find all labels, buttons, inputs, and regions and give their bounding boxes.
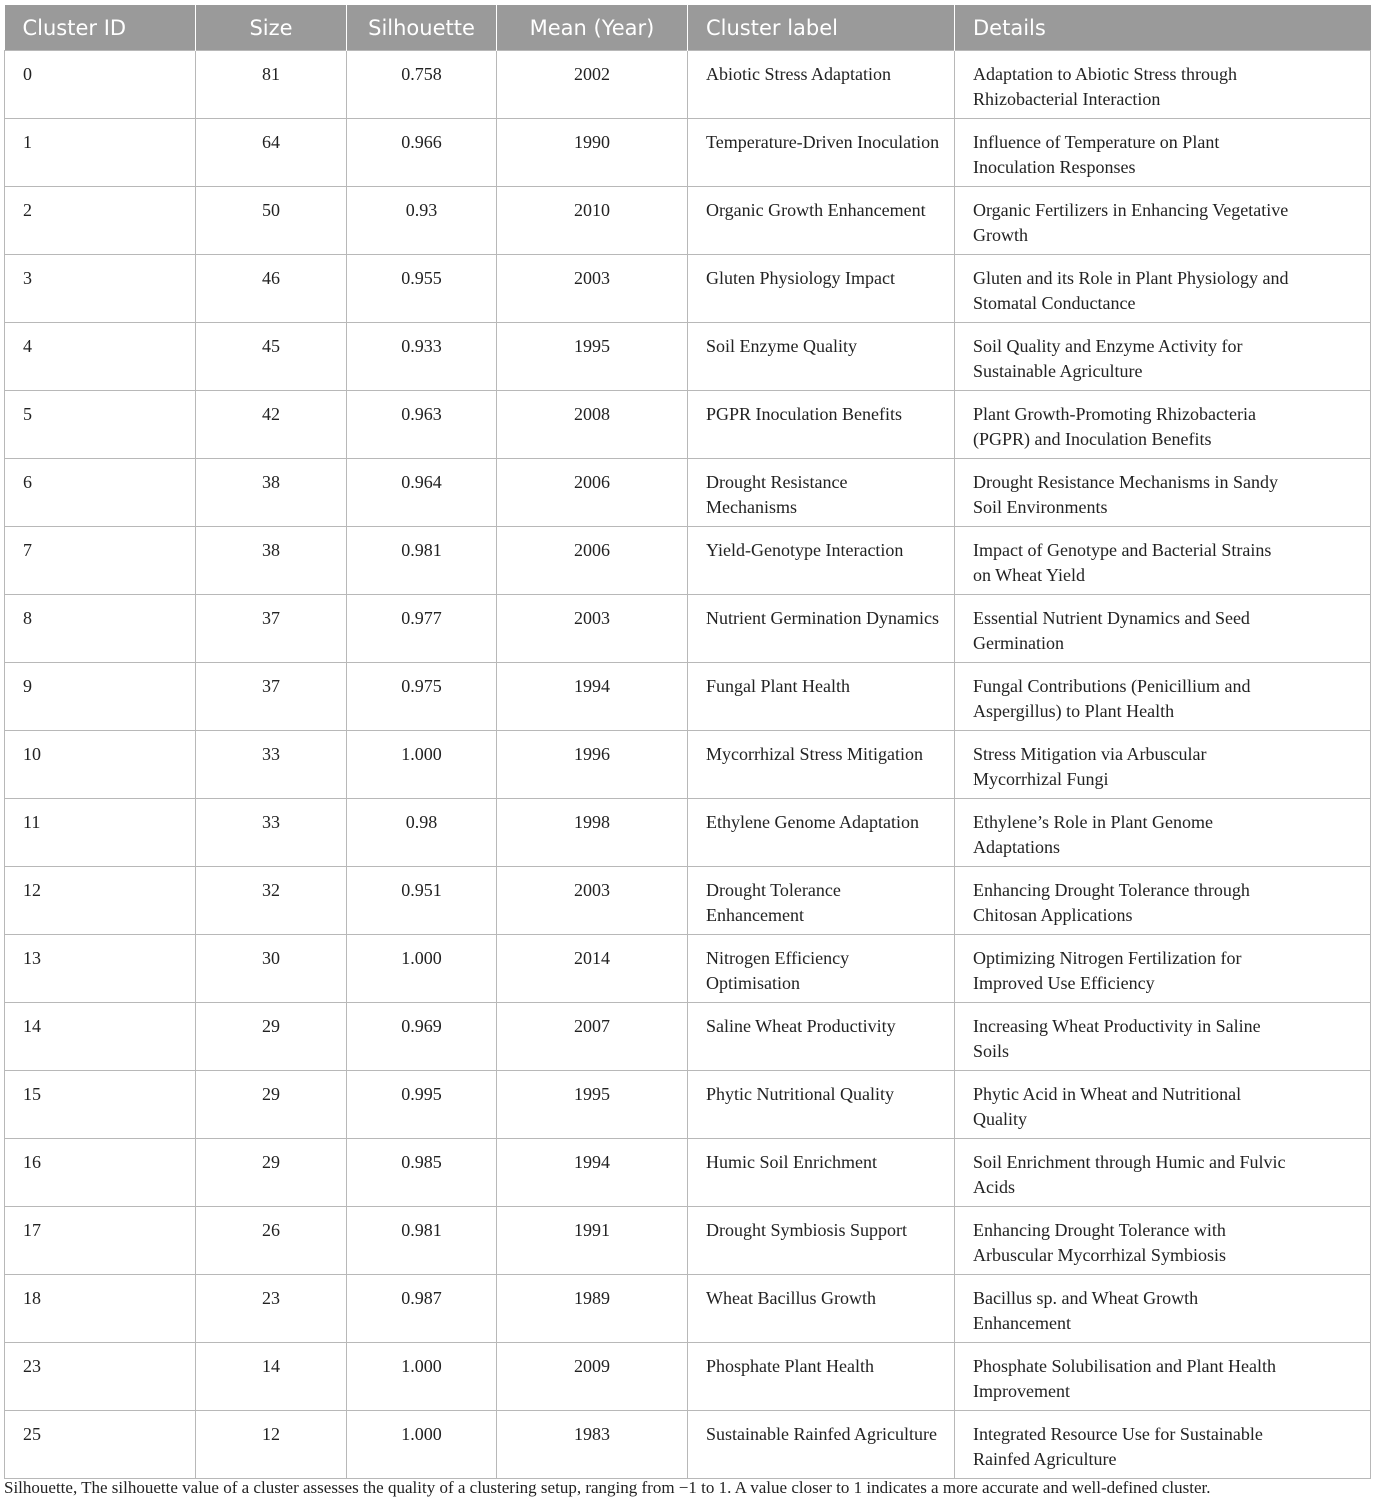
cell-silhouette: 1.000 (347, 935, 497, 1003)
cell-cluster-id: 13 (5, 935, 196, 1003)
cell-details: Adaptation to Abiotic Stress through Rhizobacterial Interaction (955, 51, 1371, 119)
cell-mean-year: 2003 (497, 255, 688, 323)
cell-cluster-id: 12 (5, 867, 196, 935)
table-row (5, 663, 1371, 731)
cell-size: 37 (196, 663, 347, 731)
cell-details: Plant Growth-Promoting Rhizobacteria (PGPR) and Inoculation Benefits (955, 391, 1371, 459)
cell-silhouette: 0.985 (347, 1139, 497, 1207)
cell-cluster-id: 23 (5, 1343, 196, 1411)
cell-cluster-id: 9 (5, 663, 196, 731)
cell-silhouette: 0.969 (347, 1003, 497, 1071)
cell-mean-year: 1989 (497, 1275, 688, 1343)
table-row (5, 1275, 1371, 1343)
cell-cluster-label: Temperature-Driven Inoculation (688, 119, 955, 187)
cell-size: 81 (196, 51, 347, 119)
table-row (5, 595, 1371, 663)
cell-size: 46 (196, 255, 347, 323)
table-row (5, 867, 1371, 935)
cell-details: Soil Enrichment through Humic and Fulvic Acids (955, 1139, 1371, 1207)
cell-size: 32 (196, 867, 347, 935)
cell-cluster-label: Nitrogen Efficiency Optimisation (688, 935, 955, 1003)
table-row (5, 1139, 1371, 1207)
table-row (5, 391, 1371, 459)
cell-cluster-label: Phosphate Plant Health (688, 1343, 955, 1411)
cell-silhouette: 0.963 (347, 391, 497, 459)
cluster-table-container (4, 5, 1370, 1479)
cell-cluster-id: 16 (5, 1139, 196, 1207)
cell-mean-year: 2006 (497, 459, 688, 527)
cell-mean-year: 2002 (497, 51, 688, 119)
cell-size: 38 (196, 459, 347, 527)
cell-details: Phytic Acid in Wheat and Nutritional Quality (955, 1071, 1371, 1139)
table-row (5, 323, 1371, 391)
cell-cluster-id: 11 (5, 799, 196, 867)
cell-size: 33 (196, 731, 347, 799)
cell-size: 26 (196, 1207, 347, 1275)
cell-mean-year: 2003 (497, 595, 688, 663)
cell-cluster-id: 14 (5, 1003, 196, 1071)
table-header (5, 5, 1371, 51)
cell-silhouette: 0.981 (347, 527, 497, 595)
table-row (5, 1411, 1371, 1479)
cell-cluster-label: Sustainable Rainfed Agriculture (688, 1411, 955, 1479)
cell-silhouette: 0.987 (347, 1275, 497, 1343)
cell-silhouette: 0.933 (347, 323, 497, 391)
cell-size: 38 (196, 527, 347, 595)
cell-details: Fungal Contributions (Penicillium and Aspergillus) to Plant Health (955, 663, 1371, 731)
cell-silhouette: 1.000 (347, 1411, 497, 1479)
cell-cluster-label: Drought Tolerance Enhancement (688, 867, 955, 935)
cell-mean-year: 2006 (497, 527, 688, 595)
cell-cluster-id: 18 (5, 1275, 196, 1343)
table-row (5, 731, 1371, 799)
cell-details: Bacillus sp. and Wheat Growth Enhancement (955, 1275, 1371, 1343)
cell-size: 42 (196, 391, 347, 459)
cell-mean-year: 2007 (497, 1003, 688, 1071)
table-row (5, 187, 1371, 255)
cell-silhouette: 0.758 (347, 51, 497, 119)
cell-mean-year: 1996 (497, 731, 688, 799)
table-row (5, 1071, 1371, 1139)
cell-size: 12 (196, 1411, 347, 1479)
cell-size: 23 (196, 1275, 347, 1343)
cell-silhouette: 0.964 (347, 459, 497, 527)
table-row (5, 935, 1371, 1003)
cell-size: 29 (196, 1003, 347, 1071)
cell-cluster-id: 8 (5, 595, 196, 663)
cell-silhouette: 0.98 (347, 799, 497, 867)
cell-size: 50 (196, 187, 347, 255)
cell-mean-year: 1994 (497, 663, 688, 731)
cell-silhouette: 0.977 (347, 595, 497, 663)
header-silhouette: Silhouette (347, 5, 497, 51)
cell-details: Essential Nutrient Dynamics and Seed Germination (955, 595, 1371, 663)
cell-mean-year: 1995 (497, 323, 688, 391)
cell-cluster-id: 25 (5, 1411, 196, 1479)
cell-cluster-label: Gluten Physiology Impact (688, 255, 955, 323)
table-row (5, 255, 1371, 323)
cell-cluster-id: 6 (5, 459, 196, 527)
table-row (5, 51, 1371, 119)
cell-cluster-id: 15 (5, 1071, 196, 1139)
cell-cluster-label: Mycorrhizal Stress Mitigation (688, 731, 955, 799)
cell-cluster-id: 3 (5, 255, 196, 323)
cell-mean-year: 1998 (497, 799, 688, 867)
cell-details: Organic Fertilizers in Enhancing Vegetative Growth (955, 187, 1371, 255)
header-mean-year: Mean (Year) (497, 5, 688, 51)
header-cluster-id: Cluster ID (5, 5, 196, 51)
cell-cluster-label: PGPR Inoculation Benefits (688, 391, 955, 459)
cell-cluster-label: Fungal Plant Health (688, 663, 955, 731)
cell-size: 45 (196, 323, 347, 391)
cell-details: Soil Quality and Enzyme Activity for Sustainable Agriculture (955, 323, 1371, 391)
table-footnote: Silhouette, The silhouette value of a cluster assesses the quality of a clustering setup, ranging from −1 to 1. A value closer to 1 indicates a more accurate and well-defined cluster. (4, 1478, 1211, 1497)
cell-size: 29 (196, 1071, 347, 1139)
cell-mean-year: 1994 (497, 1139, 688, 1207)
cell-cluster-label: Yield-Genotype Interaction (688, 527, 955, 595)
cell-cluster-id: 1 (5, 119, 196, 187)
cell-silhouette: 1.000 (347, 1343, 497, 1411)
cell-mean-year: 1983 (497, 1411, 688, 1479)
cell-size: 14 (196, 1343, 347, 1411)
cell-cluster-label: Nutrient Germination Dynamics (688, 595, 955, 663)
cell-mean-year: 1990 (497, 119, 688, 187)
cell-details: Gluten and its Role in Plant Physiology and Stomatal Conductance (955, 255, 1371, 323)
cell-details: Optimizing Nitrogen Fertilization for Improved Use Efficiency (955, 935, 1371, 1003)
table-row (5, 799, 1371, 867)
cell-cluster-label: Drought Symbiosis Support (688, 1207, 955, 1275)
cell-mean-year: 2010 (497, 187, 688, 255)
cell-size: 37 (196, 595, 347, 663)
header-size: Size (196, 5, 347, 51)
table-row (5, 1003, 1371, 1071)
cell-cluster-label: Wheat Bacillus Growth (688, 1275, 955, 1343)
cell-details: Increasing Wheat Productivity in Saline Soils (955, 1003, 1371, 1071)
cell-cluster-label: Soil Enzyme Quality (688, 323, 955, 391)
cell-details: Impact of Genotype and Bacterial Strains on Wheat Yield (955, 527, 1371, 595)
cell-mean-year: 2014 (497, 935, 688, 1003)
table-body (5, 51, 1371, 1479)
cell-details: Ethylene’s Role in Plant Genome Adaptations (955, 799, 1371, 867)
cell-cluster-label: Saline Wheat Productivity (688, 1003, 955, 1071)
table-row (5, 1207, 1371, 1275)
cell-silhouette: 0.966 (347, 119, 497, 187)
cell-cluster-id: 5 (5, 391, 196, 459)
header-cluster-label: Cluster label (688, 5, 955, 51)
cell-mean-year: 2008 (497, 391, 688, 459)
cell-silhouette: 0.951 (347, 867, 497, 935)
table-row (5, 459, 1371, 527)
cell-cluster-id: 7 (5, 527, 196, 595)
cell-silhouette: 0.975 (347, 663, 497, 731)
cell-cluster-id: 0 (5, 51, 196, 119)
cell-mean-year: 1991 (497, 1207, 688, 1275)
cell-details: Enhancing Drought Tolerance through Chitosan Applications (955, 867, 1371, 935)
cell-cluster-label: Drought Resistance Mechanisms (688, 459, 955, 527)
cell-size: 30 (196, 935, 347, 1003)
cell-details: Phosphate Solubilisation and Plant Health Improvement (955, 1343, 1371, 1411)
cell-details: Integrated Resource Use for Sustainable Rainfed Agriculture (955, 1411, 1371, 1479)
cell-cluster-label: Ethylene Genome Adaptation (688, 799, 955, 867)
cell-details: Enhancing Drought Tolerance with Arbuscular Mycorrhizal Symbiosis (955, 1207, 1371, 1275)
cell-details: Influence of Temperature on Plant Inoculation Responses (955, 119, 1371, 187)
cell-details: Drought Resistance Mechanisms in Sandy Soil Environments (955, 459, 1371, 527)
cell-cluster-label: Abiotic Stress Adaptation (688, 51, 955, 119)
cell-cluster-id: 4 (5, 323, 196, 391)
header-row (5, 5, 1371, 51)
cell-silhouette: 0.955 (347, 255, 497, 323)
cell-details: Stress Mitigation via Arbuscular Mycorrhizal Fungi (955, 731, 1371, 799)
cell-size: 64 (196, 119, 347, 187)
cluster-table (4, 5, 1371, 1479)
cell-size: 29 (196, 1139, 347, 1207)
cell-cluster-id: 10 (5, 731, 196, 799)
cell-cluster-label: Organic Growth Enhancement (688, 187, 955, 255)
cell-cluster-label: Phytic Nutritional Quality (688, 1071, 955, 1139)
cell-silhouette: 0.995 (347, 1071, 497, 1139)
cell-cluster-id: 17 (5, 1207, 196, 1275)
cell-mean-year: 2009 (497, 1343, 688, 1411)
table-row (5, 119, 1371, 187)
cell-mean-year: 2003 (497, 867, 688, 935)
cell-silhouette: 0.981 (347, 1207, 497, 1275)
cell-mean-year: 1995 (497, 1071, 688, 1139)
cell-cluster-id: 2 (5, 187, 196, 255)
cell-silhouette: 1.000 (347, 731, 497, 799)
table-row (5, 527, 1371, 595)
cell-size: 33 (196, 799, 347, 867)
header-details: Details (955, 5, 1371, 51)
cell-silhouette: 0.93 (347, 187, 497, 255)
cell-cluster-label: Humic Soil Enrichment (688, 1139, 955, 1207)
table-row (5, 1343, 1371, 1411)
